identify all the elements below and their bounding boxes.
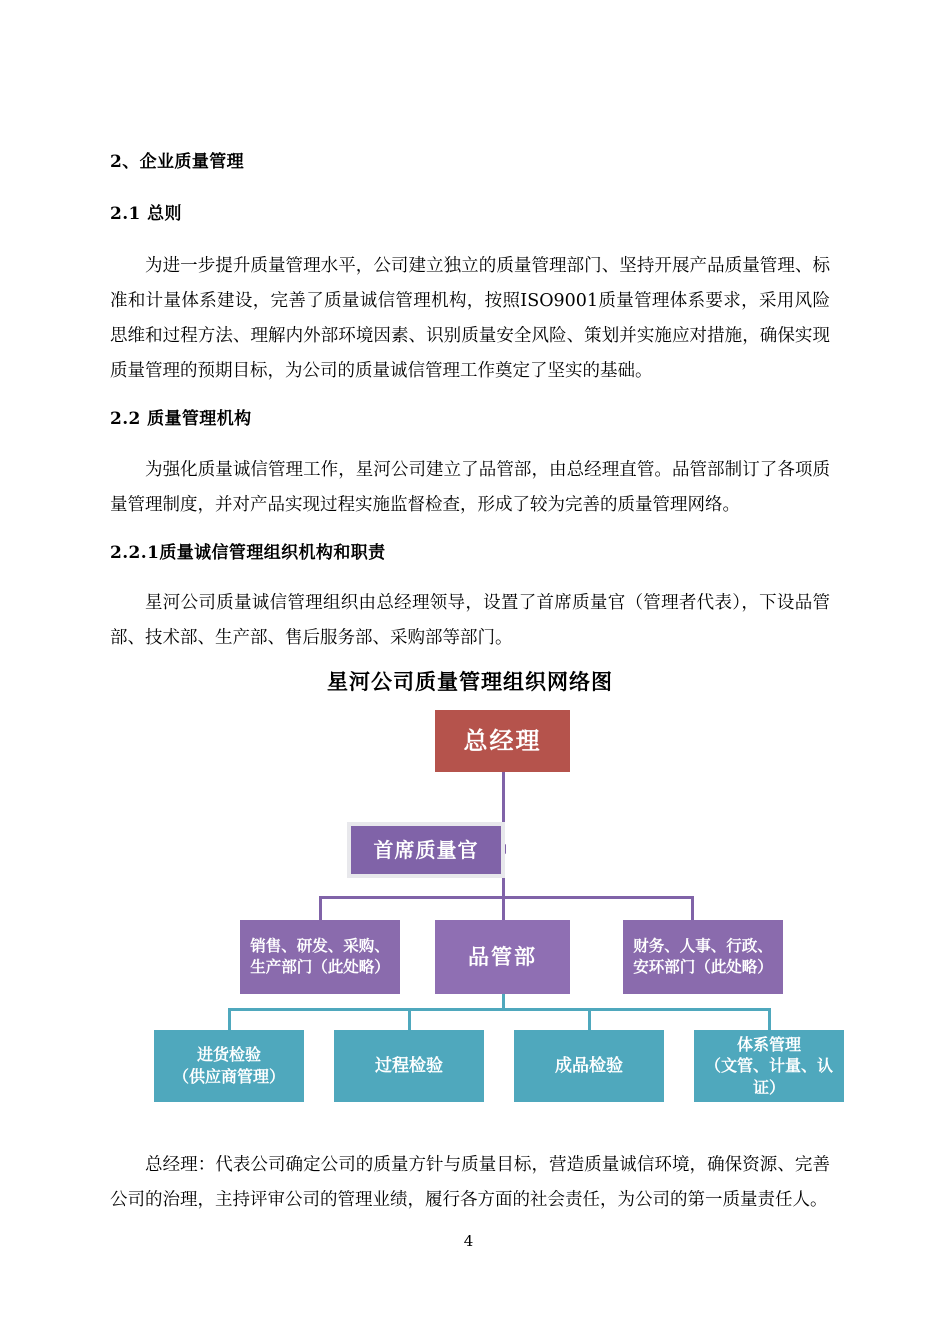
org-chart [110, 666, 833, 1130]
connector-dept-bar [319, 896, 694, 899]
paragraph-2-2: 为强化质量诚信管理工作，星河公司建立了品管部，由总经理直管。品管部制订了各项质量管理制度，并对产品实现过程实施监督检查，形成了较为完善的质量管理网络。 [110, 459, 830, 515]
connector-inspection-bar [228, 1008, 771, 1011]
node-chief-quality-officer: 首席质量官 [347, 822, 505, 878]
connector-dept-left-drop [319, 896, 322, 920]
node-other-departments-left: 销售、研发、采购、生产部门（此处略） [240, 920, 400, 994]
connector-b3-drop [588, 1008, 591, 1030]
node-system-management [694, 1030, 844, 1102]
document-body [110, 150, 833, 1232]
connector-b1-drop [228, 1008, 231, 1030]
page-number: 4 [463, 1232, 474, 1250]
section-heading: 2、企业质量管理 [110, 152, 245, 172]
paragraph-2-1: 为进一步提升质量管理水平，公司建立独立的质量管理部门、坚持开展产品质量管理、标准和计量体系建设，完善了质量诚信管理机构，按照ISO9001质量管理体系要求，采用风险思维和过程方法、理解内外部环境因素、识别质量安全风险、策划并实施应对措施，确保实现质量管理的预期目标，为公司的质量诚信管理工作奠定了坚实的基础。 [110, 256, 830, 381]
connector-dept-right-drop [691, 896, 694, 920]
node-incoming-inspection [154, 1030, 304, 1102]
node-incoming-inspection-line2: （供应商管理） [172, 1067, 285, 1086]
connector-b2-drop [408, 1008, 411, 1030]
node-system-management-line1: 体系管理 [736, 1034, 801, 1054]
node-quality-control-department: 品管部 [435, 920, 570, 994]
node-other-departments-right: 财务、人事、行政、安环部门（此处略） [623, 920, 783, 994]
node-incoming-inspection-line1: 进货检验 [196, 1045, 261, 1065]
connector-b4-drop [768, 1008, 771, 1030]
node-general-manager: 总经理 [435, 710, 570, 772]
org-chart-canvas [110, 710, 833, 1130]
paragraph-closing: 总经理：代表公司确定公司的质量方针与质量目标，营造质量诚信环境，确保资源、完善公司的治理，主持评审公司的管理业绩，履行各方面的社会责任，为公司的第一质量责任人。 [110, 1155, 830, 1210]
org-chart-title: 星河公司质量管理组织网络图 [327, 669, 613, 694]
subsection-heading-2-2: 2.2 质量管理机构 [110, 409, 252, 429]
paragraph-2-2-1: 星河公司质量诚信管理组织由总经理领导，设置了首席质量官（管理者代表），下设品管部、技术部、生产部、售后服务部、采购部等部门。 [110, 593, 830, 648]
node-process-inspection: 过程检验 [334, 1030, 484, 1102]
node-system-management-line2: （文管、计量、认证） [704, 1056, 833, 1097]
subsection-heading-2-1: 2.1 总则 [110, 203, 182, 224]
node-finished-product-inspection: 成品检验 [514, 1030, 664, 1102]
subsection-heading-2-2-1: 2.2.1质量诚信管理组织机构和职责 [110, 542, 386, 563]
